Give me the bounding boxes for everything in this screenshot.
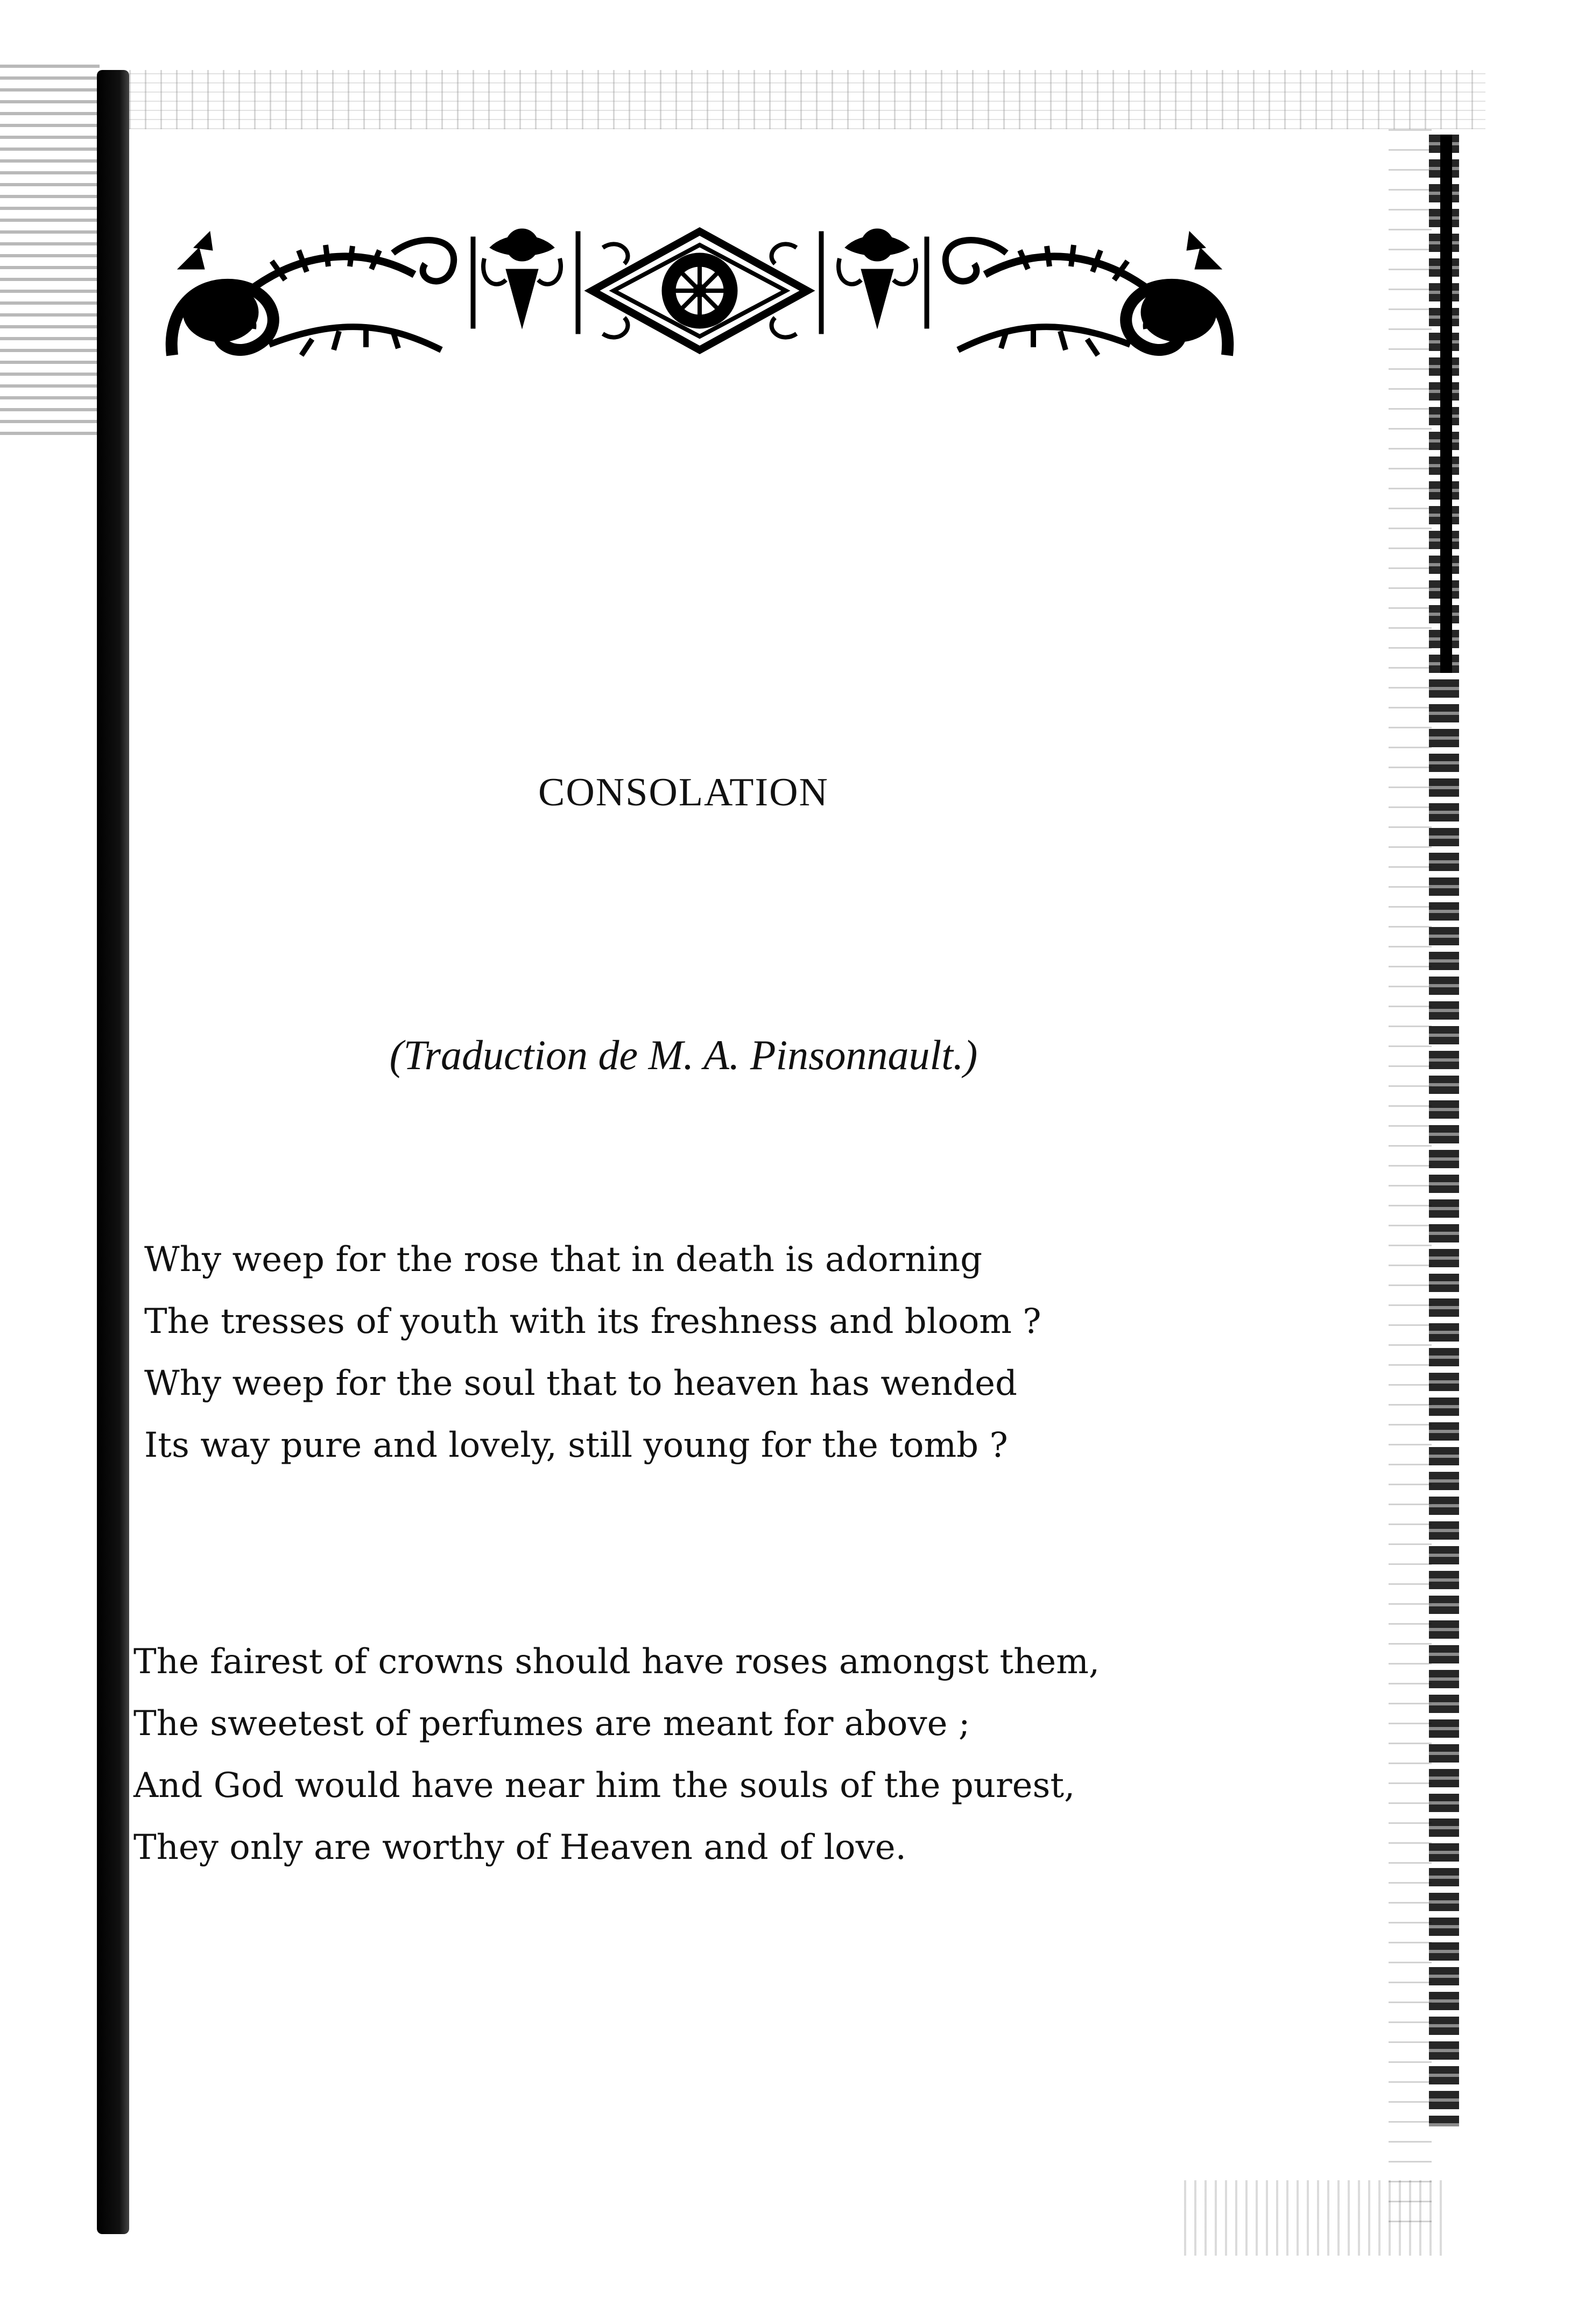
right-urn-ornament [839,229,916,328]
verse-line: Why weep for the soul that to heaven has wended [144,1364,1017,1403]
left-page-edge [97,70,129,2234]
decorative-headpiece [161,215,1238,371]
left-foliage-ornament [172,231,454,355]
central-rosette-ornament [592,231,807,350]
verse-line: They only are worthy of Heaven and of love. [133,1828,906,1867]
left-urn-ornament [483,229,561,328]
verse-line: Its way pure and lovely, still young for the tomb ? [144,1426,1008,1465]
verse-line: The fairest of crowns should have roses amongst them, [133,1642,1100,1682]
right-page-edge-bar [1440,135,1452,673]
verse-line: The tresses of youth with its freshness and bloom ? [144,1302,1041,1342]
translation-credit: (Traduction de M. A. Pinsonnault.) [389,1031,978,1078]
stanza-2 [133,1631,1100,1879]
left-scan-shadow [0,65,100,441]
bottom-scan-noise [1184,2180,1442,2256]
verse-line: The sweetest of perfumes are meant for above ; [133,1704,970,1744]
right-scan-noise [1389,129,1432,2229]
verse-line: And God would have near him the souls of the purest, [133,1766,1075,1806]
stanza-1 [144,1229,1041,1477]
poem-title: CONSOLATION [538,770,829,815]
top-scan-noise [129,70,1485,129]
verse-line: Why weep for the rose that in death is adorning [144,1240,983,1280]
right-foliage-ornament [946,231,1228,355]
